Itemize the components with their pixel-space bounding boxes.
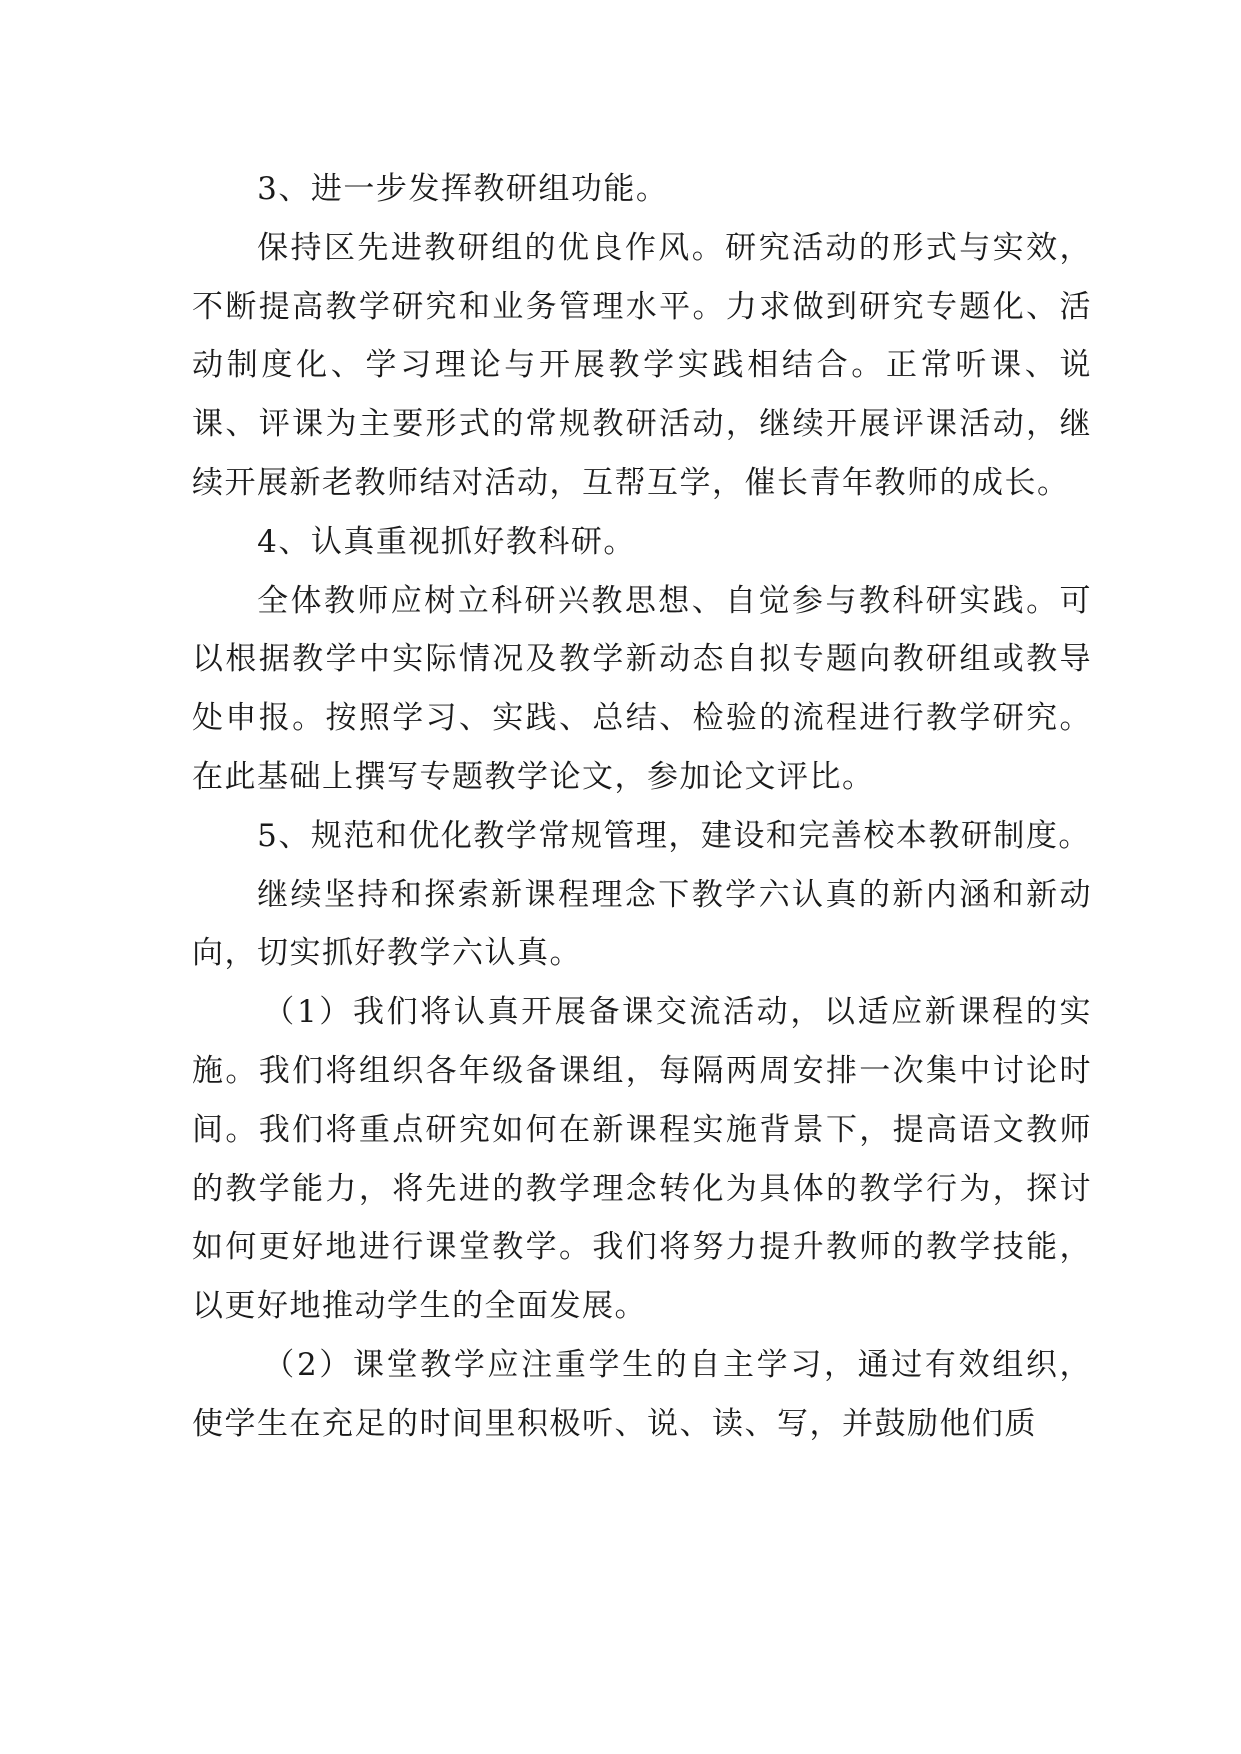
document-body (192, 160, 1092, 1454)
heading-4-research: 4、认真重视抓好教科研。 (257, 523, 636, 560)
paragraph-item-2-classroom: （2）课堂教学应注重学生的自主学习，通过有效组织，使学生在充足的时间里积极听、说、读、写，并鼓励他们质 (192, 1346, 1092, 1442)
paragraph-item-1-lesson-prep: （1）我们将认真开展备课交流活动，以适应新课程的实施。我们将组织各年级备课组，每隔两周安排一次集中讨论时间。我们将重点研究如何在新课程实施背景下，提高语文教师的教学能力，将先进的教学理念转化为具体的教学行为，探讨如何更好地进行课堂教学。我们将努力提升教师的教学技能，以更好地推动学生的全面发展。 (192, 994, 1092, 1325)
paragraph-six-diligences: 继续坚持和探索新课程理念下教学六认真的新内涵和新动向，切实抓好教学六认真。 (192, 876, 1092, 972)
paragraph-teaching-group-details: 保持区先进教研组的优良作风。研究活动的形式与实效，不断提高教学研究和业务管理水平。力求做到研究专题化、活动制度化、学习理论与开展教学实践相结合。正常听课、说课、评课为主要形式的常规教研活动，继续开展评课活动，继续开展新老教师结对活动，互帮互学，催长青年教师的成长。 (192, 229, 1092, 501)
heading-5-routine-management: 5、规范和优化教学常规管理，建设和完善校本教研制度。 (257, 817, 1091, 854)
heading-3-teaching-group: 3、进一步发挥教研组功能。 (257, 171, 669, 207)
paragraph-research-details: 全体教师应树立科研兴教思想、自觉参与教科研实践。可以根据教学中实际情况及教学新动态自拟专题向教研组或教导处申报。按照学习、实践、总结、检验的流程进行教学研究。在此基础上撰写专题教学论文，参加论文评比。 (192, 582, 1092, 795)
